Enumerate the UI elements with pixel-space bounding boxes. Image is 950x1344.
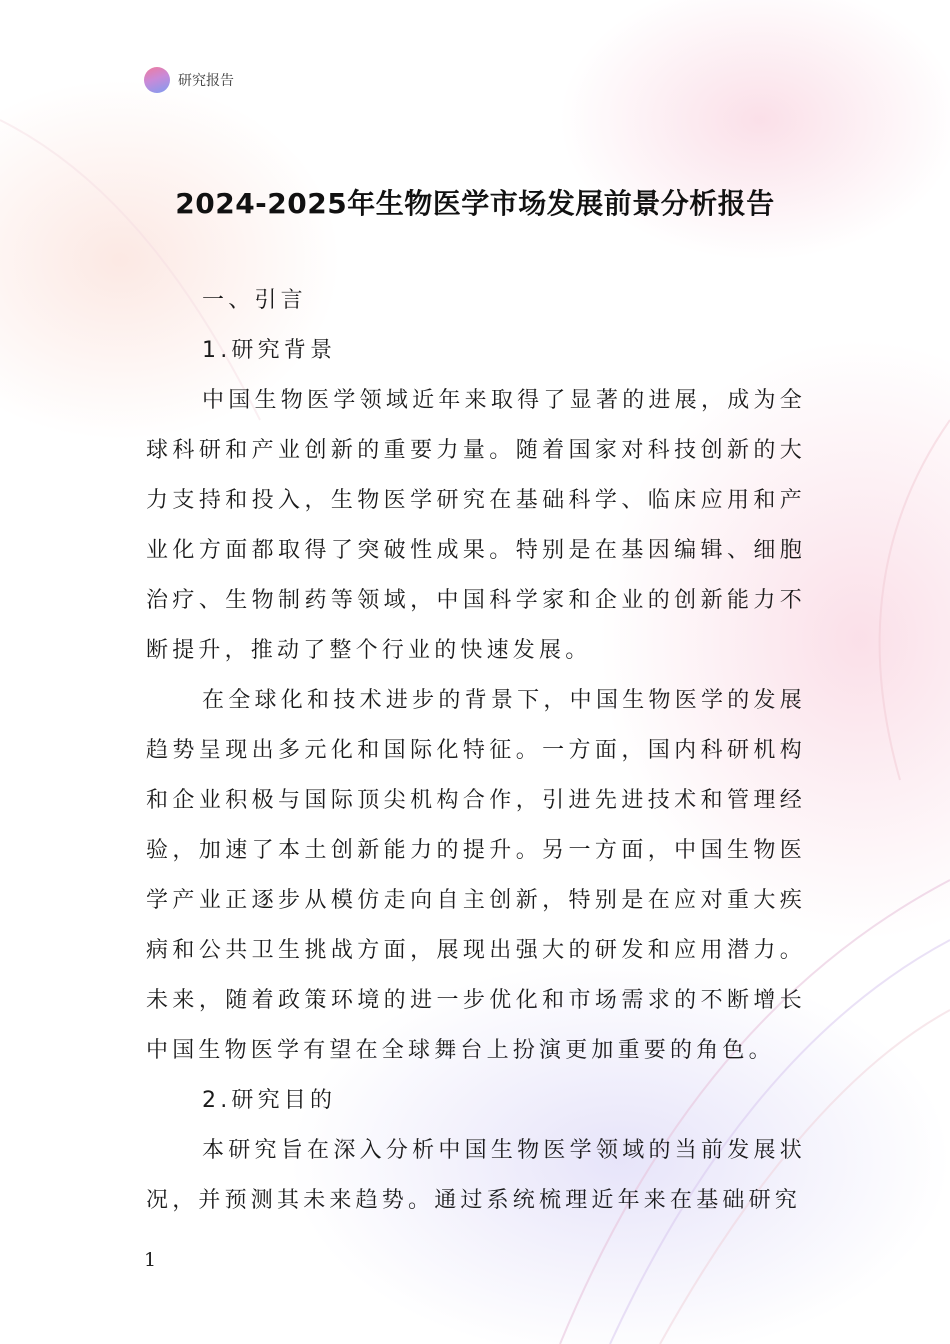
logo-icon	[144, 67, 170, 93]
subsection-heading-purpose: 2.研究目的	[202, 1088, 337, 1113]
paragraph-background-1: 中国生物医学领域近年来取得了显著的进展，成为全球科研和产业创新的重要力量。随着国家对科技创新的大力支持和投入，生物医学研究在基础科学、临床应用和产业化方面都取得了突破性成果。特别是在基因编辑、细胞治疗、生物制药等领域，中国科学家和企业的创新能力不断提升，推动了整个行业的快速发展。	[146, 388, 806, 663]
document-title: 2024-2025年生物医学市场发展前景分析报告	[175, 187, 775, 220]
paragraph-purpose-1: 本研究旨在深入分析中国生物医学领域的当前发展状况，并预测其未来趋势。通过系统梳理近年来在基础研究	[146, 1138, 806, 1213]
document-body	[146, 276, 806, 1226]
section-heading-introduction: 一、引言	[202, 288, 307, 313]
header-label: 研究报告	[178, 73, 234, 89]
page-number: 1	[144, 1249, 157, 1271]
paragraph-background-2: 在全球化和技术进步的背景下，中国生物医学的发展趋势呈现出多元化和国际化特征。一方面，国内科研机构和企业积极与国际顶尖机构合作，引进先进技术和管理经验，加速了本土创新能力的提升。另一方面，中国生物医学产业正逐步从模仿走向自主创新，特别是在应对重大疾病和公共卫生挑战方面，展现出强大的研发和应用潜力。未来，随着政策环境的进一步优化和市场需求的不断增长中国生物医学有望在全球舞台上扮演更加重要的角色。	[146, 688, 806, 1063]
subsection-heading-background: 1.研究背景	[202, 338, 337, 363]
report-header	[144, 66, 234, 94]
